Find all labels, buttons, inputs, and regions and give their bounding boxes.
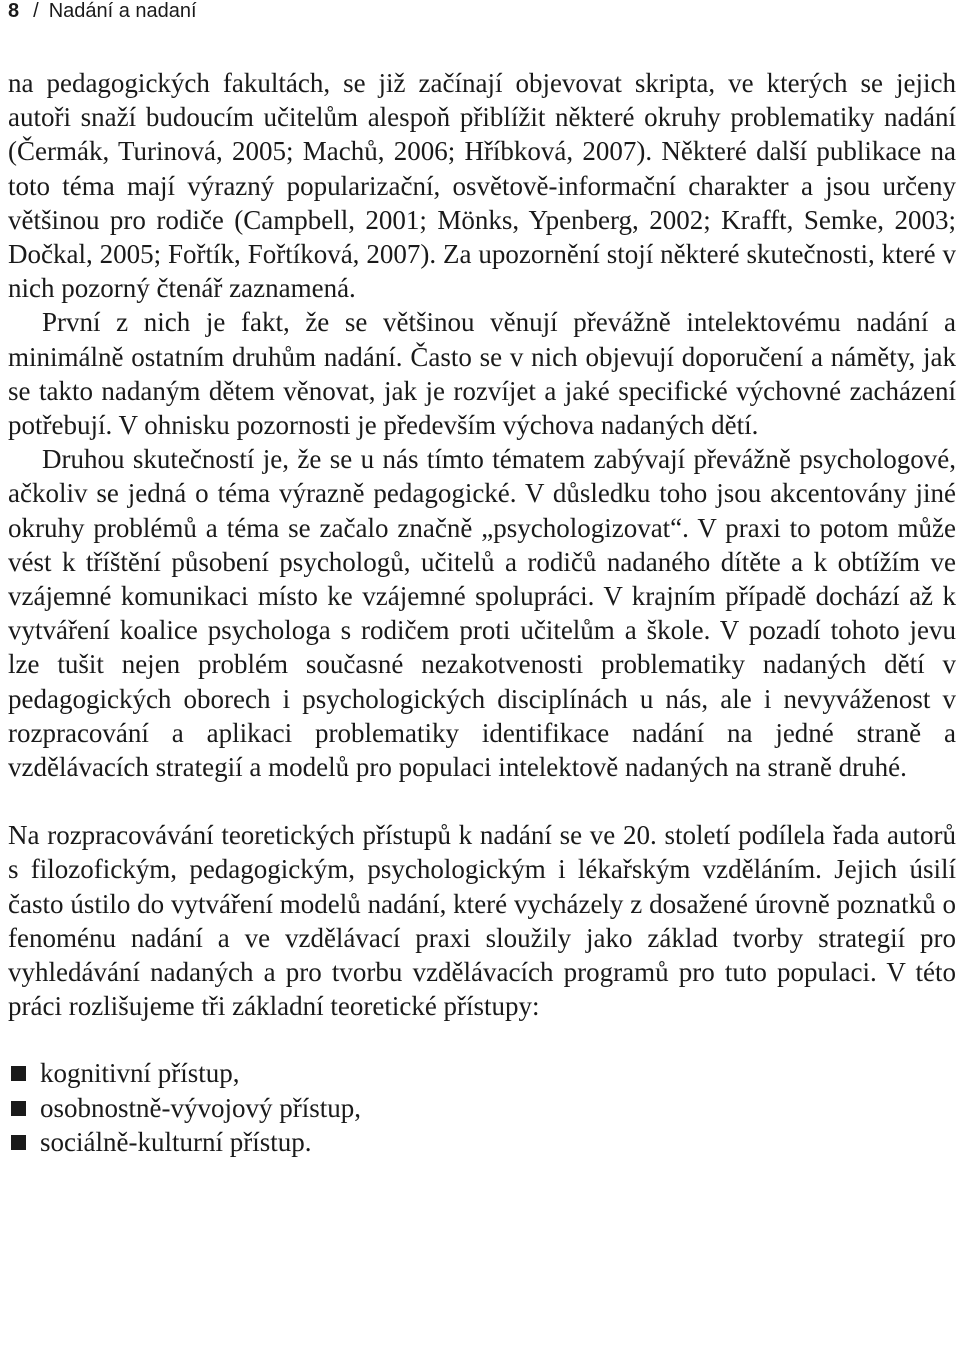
paragraph-theoretical-approaches: Na rozpracovávání teoretických přístupů k nadání se ve 20. století podílela řada autorů s filozofickým, pedagogickým, psychologickým i lékařským vzděláním. Jejich úsilí často ústilo do vytváření modelů nadání, které vycházely z dosažené úrovně poznatků o fenoménu nadání a ve vzdělávací praxi sloužily jako základ tvorby strategií pro vyhledávání nadaných a pro tvorbu vzdělávacích programů pro tuto populaci. V této práci rozlišujeme tři základní teoretické přístupy: — [8, 820, 956, 1022]
list-item-label: kognitivní přístup, — [40, 1058, 240, 1089]
list-item-label: osobnostně-vývojový přístup, — [40, 1092, 361, 1123]
square-bullet-icon — [11, 1135, 26, 1150]
body-text — [8, 66, 956, 1159]
square-bullet-icon — [11, 1066, 26, 1081]
paragraph-first-fact: První z nich je fakt, že se většinou věnují převážně intelektovému nadání a minimálně ostatním druhům nadání. Často se v nich objevují doporučení a náměty, jak se takto nadaným dětem věnovat, jak je rozvíjet a jaké specifické výchovné zacházení potřebují. V ohnisku pozornosti je především výchova nadaných dětí. — [8, 307, 956, 441]
list-item-label: sociálně-kulturní přístup. — [40, 1126, 312, 1157]
page-number: 8 — [8, 0, 20, 22]
approaches-list — [8, 1056, 956, 1159]
paragraph-continuation: na pedagogických fakultách, se již začínají objevovat skripta, ve kterých se jejich autoři snaží budoucím učitelům alespoň přiblížit některé okruhy problematiky nadání (Čermák, Turinová, 2005; Machů, 2006; Hříbková, 2007). Některé další publikace na toto téma mají výrazný popularizační, osvětově-informační charakter a jsou určeny většinou pro rodiče (Campbell, 2001; Mönks, Ypenberg, 2002; Krafft, Semke, 2003; Dočkal, 2005; Fořtík, Fořtíková, 2007). Za upozornění stojí některé skutečnosti, které v nich pozorný čtenář zaznamená. — [8, 68, 956, 304]
list-item — [8, 1125, 956, 1159]
header-separator: / — [33, 0, 39, 22]
paragraph-second-fact: Druhou skutečností je, že se u nás tímto tématem zabývají převážně psychologové, ačkoliv se jedná o téma výrazně pedagogické. V důsledku toho jsou akcentovány jiné okruhy problémů a téma se začalo značně „psychologizovat“. V praxi to potom může vést k tříštění působení psychologů, učitelů a rodičů nadaného dítěte a k obtížím ve vzájemné komunikaci místo ke vzájemné spolupráci. V krajním případě dochází až k vytváření koalice psychologa s rodičem proti učitelům a škole. V pozadí tohoto jevu lze tušit nejen problém současné nezakotvenosti problematiky nadaných dětí v pedagogických oborech i psychologických disciplínách u nás, ale i nevyváženost v rozpracování a aplikaci problematiky identifikace nadání na jedné straně a vzdělávacích strategií a modelů pro populaci intelektově nadaných na straně druhé. — [8, 444, 956, 783]
running-title: Nadání a nadaní — [48, 0, 197, 22]
list-item — [8, 1091, 956, 1125]
list-item — [8, 1056, 956, 1090]
square-bullet-icon — [11, 1101, 26, 1116]
running-header — [8, 0, 197, 24]
